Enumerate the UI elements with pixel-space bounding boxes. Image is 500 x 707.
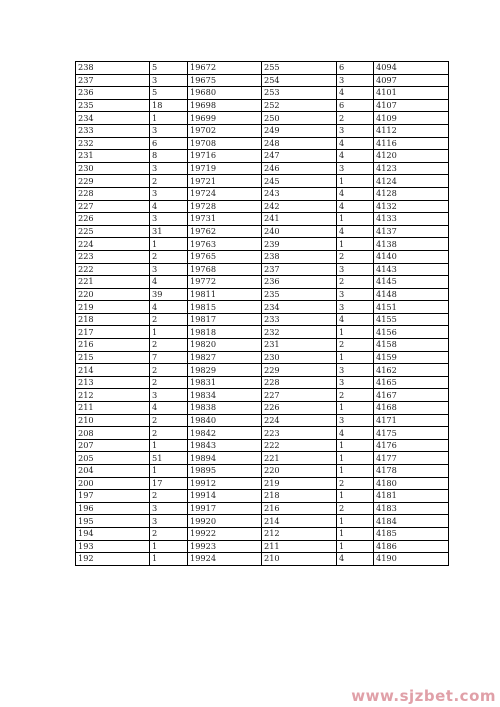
cell-cumulative-a: 19923 (188, 540, 262, 553)
cell-score-a: 228 (76, 187, 150, 200)
cell-score-b: 253 (262, 87, 337, 100)
cell-score-a: 197 (76, 490, 150, 503)
table-row (76, 414, 449, 427)
cell-count-a: 2 (150, 527, 188, 540)
table-row (76, 465, 449, 478)
cell-cumulative-b: 4162 (374, 364, 449, 377)
cell-cumulative-a: 19765 (188, 250, 262, 263)
cell-score-a: 218 (76, 313, 150, 326)
cell-count-b: 3 (337, 364, 374, 377)
cell-score-b: 219 (262, 477, 337, 490)
cell-score-b: 252 (262, 99, 337, 112)
cell-count-a: 3 (150, 124, 188, 137)
table-row (76, 313, 449, 326)
cell-cumulative-b: 4165 (374, 376, 449, 389)
cell-cumulative-a: 19724 (188, 187, 262, 200)
cell-count-a: 51 (150, 452, 188, 465)
cell-count-b: 2 (337, 389, 374, 402)
cell-count-b: 1 (337, 439, 374, 452)
cell-cumulative-a: 19762 (188, 225, 262, 238)
cell-cumulative-a: 19698 (188, 99, 262, 112)
cell-count-a: 3 (150, 502, 188, 515)
cell-score-a: 193 (76, 540, 150, 553)
table-row (76, 150, 449, 163)
cell-score-b: 221 (262, 452, 337, 465)
cell-count-a: 2 (150, 427, 188, 440)
cell-score-a: 227 (76, 200, 150, 213)
cell-count-b: 3 (337, 124, 374, 137)
cell-count-a: 2 (150, 414, 188, 427)
cell-count-b: 1 (337, 527, 374, 540)
cell-score-b: 255 (262, 62, 337, 75)
cell-cumulative-a: 19840 (188, 414, 262, 427)
cell-cumulative-a: 19716 (188, 150, 262, 163)
cell-score-b: 235 (262, 288, 337, 301)
cell-count-b: 3 (337, 301, 374, 314)
cell-score-b: 228 (262, 376, 337, 389)
cell-count-a: 3 (150, 187, 188, 200)
cell-count-a: 3 (150, 263, 188, 276)
cell-score-a: 195 (76, 515, 150, 528)
table-row (76, 515, 449, 528)
cell-count-b: 4 (337, 87, 374, 100)
cell-score-b: 249 (262, 124, 337, 137)
table-row (76, 288, 449, 301)
table-row (76, 452, 449, 465)
cell-cumulative-b: 4178 (374, 465, 449, 478)
cell-count-a: 18 (150, 99, 188, 112)
cell-cumulative-a: 19818 (188, 326, 262, 339)
cell-cumulative-b: 4171 (374, 414, 449, 427)
table-row (76, 339, 449, 352)
cell-cumulative-b: 4137 (374, 225, 449, 238)
cell-cumulative-b: 4123 (374, 162, 449, 175)
score-table-body (76, 62, 449, 566)
cell-count-b: 3 (337, 162, 374, 175)
cell-count-a: 1 (150, 112, 188, 125)
cell-score-b: 254 (262, 74, 337, 87)
table-row (76, 490, 449, 503)
table-row (76, 553, 449, 566)
cell-cumulative-b: 4094 (374, 62, 449, 75)
cell-cumulative-a: 19675 (188, 74, 262, 87)
cell-count-a: 4 (150, 402, 188, 415)
cell-count-a: 3 (150, 213, 188, 226)
table-row (76, 99, 449, 112)
cell-cumulative-a: 19811 (188, 288, 262, 301)
cell-cumulative-a: 19817 (188, 313, 262, 326)
table-row (76, 364, 449, 377)
cell-count-a: 4 (150, 276, 188, 289)
cell-score-a: 232 (76, 137, 150, 150)
table-row (76, 187, 449, 200)
cell-score-b: 216 (262, 502, 337, 515)
table-row (76, 389, 449, 402)
cell-count-b: 3 (337, 74, 374, 87)
cell-score-a: 205 (76, 452, 150, 465)
table-row (76, 263, 449, 276)
cell-count-a: 2 (150, 364, 188, 377)
cell-score-a: 210 (76, 414, 150, 427)
cell-cumulative-b: 4120 (374, 150, 449, 163)
cell-count-a: 2 (150, 376, 188, 389)
table-row (76, 200, 449, 213)
table-row (76, 276, 449, 289)
cell-cumulative-b: 4167 (374, 389, 449, 402)
cell-score-b: 247 (262, 150, 337, 163)
cell-cumulative-a: 19924 (188, 553, 262, 566)
cell-cumulative-b: 4101 (374, 87, 449, 100)
cell-cumulative-b: 4128 (374, 187, 449, 200)
cell-count-a: 17 (150, 477, 188, 490)
cell-count-a: 2 (150, 250, 188, 263)
cell-cumulative-a: 19912 (188, 477, 262, 490)
cell-score-b: 210 (262, 553, 337, 566)
cell-cumulative-b: 4168 (374, 402, 449, 415)
cell-count-a: 31 (150, 225, 188, 238)
cell-score-a: 222 (76, 263, 150, 276)
cell-score-b: 248 (262, 137, 337, 150)
cell-cumulative-a: 19827 (188, 351, 262, 364)
cell-score-b: 233 (262, 313, 337, 326)
cell-count-a: 4 (150, 200, 188, 213)
cell-score-b: 240 (262, 225, 337, 238)
cell-cumulative-b: 4159 (374, 351, 449, 364)
cell-count-b: 4 (337, 427, 374, 440)
cell-cumulative-a: 19838 (188, 402, 262, 415)
table-row (76, 137, 449, 150)
cell-cumulative-b: 4184 (374, 515, 449, 528)
cell-count-a: 1 (150, 439, 188, 452)
cell-count-a: 2 (150, 175, 188, 188)
cell-cumulative-b: 4175 (374, 427, 449, 440)
cell-count-a: 4 (150, 301, 188, 314)
cell-count-a: 2 (150, 339, 188, 352)
cell-count-b: 4 (337, 150, 374, 163)
cell-cumulative-a: 19731 (188, 213, 262, 226)
cell-cumulative-b: 4185 (374, 527, 449, 540)
cell-score-b: 250 (262, 112, 337, 125)
cell-cumulative-a: 19820 (188, 339, 262, 352)
table-row (76, 326, 449, 339)
cell-score-a: 237 (76, 74, 150, 87)
cell-count-a: 1 (150, 238, 188, 251)
table-row (76, 250, 449, 263)
cell-score-b: 224 (262, 414, 337, 427)
cell-cumulative-a: 19680 (188, 87, 262, 100)
cell-count-a: 5 (150, 62, 188, 75)
cell-cumulative-a: 19917 (188, 502, 262, 515)
cell-count-b: 3 (337, 263, 374, 276)
cell-cumulative-a: 19699 (188, 112, 262, 125)
cell-cumulative-a: 19894 (188, 452, 262, 465)
cell-score-a: 225 (76, 225, 150, 238)
cell-count-b: 1 (337, 490, 374, 503)
cell-score-b: 245 (262, 175, 337, 188)
table-row (76, 301, 449, 314)
table-row (76, 402, 449, 415)
table-row (76, 175, 449, 188)
table-row (76, 87, 449, 100)
cell-score-b: 214 (262, 515, 337, 528)
cell-cumulative-a: 19702 (188, 124, 262, 137)
table-row (76, 74, 449, 87)
cell-count-b: 1 (337, 351, 374, 364)
cell-score-b: 220 (262, 465, 337, 478)
cell-cumulative-a: 19708 (188, 137, 262, 150)
table-row (76, 238, 449, 251)
cell-score-a: 238 (76, 62, 150, 75)
cell-score-b: 227 (262, 389, 337, 402)
cell-count-a: 8 (150, 150, 188, 163)
cell-score-b: 243 (262, 187, 337, 200)
cell-count-a: 2 (150, 490, 188, 503)
cell-score-a: 221 (76, 276, 150, 289)
cell-score-b: 229 (262, 364, 337, 377)
cell-score-a: 200 (76, 477, 150, 490)
cell-score-a: 215 (76, 351, 150, 364)
cell-score-a: 196 (76, 502, 150, 515)
cell-score-a: 212 (76, 389, 150, 402)
cell-count-b: 1 (337, 175, 374, 188)
cell-cumulative-b: 4183 (374, 502, 449, 515)
cell-count-a: 39 (150, 288, 188, 301)
cell-cumulative-a: 19895 (188, 465, 262, 478)
cell-score-a: 223 (76, 250, 150, 263)
cell-cumulative-a: 19815 (188, 301, 262, 314)
cell-count-b: 4 (337, 313, 374, 326)
cell-cumulative-a: 19829 (188, 364, 262, 377)
cell-score-a: 207 (76, 439, 150, 452)
cell-cumulative-b: 4186 (374, 540, 449, 553)
cell-score-a: 192 (76, 553, 150, 566)
cell-count-b: 4 (337, 553, 374, 566)
cell-score-b: 239 (262, 238, 337, 251)
cell-score-b: 234 (262, 301, 337, 314)
cell-count-b: 2 (337, 112, 374, 125)
cell-score-b: 238 (262, 250, 337, 263)
cell-cumulative-b: 4190 (374, 553, 449, 566)
cell-score-a: 220 (76, 288, 150, 301)
cell-count-b: 1 (337, 465, 374, 478)
cell-score-a: 219 (76, 301, 150, 314)
cell-count-b: 4 (337, 187, 374, 200)
cell-cumulative-a: 19672 (188, 62, 262, 75)
cell-cumulative-b: 4109 (374, 112, 449, 125)
cell-cumulative-a: 19831 (188, 376, 262, 389)
cell-score-b: 237 (262, 263, 337, 276)
cell-score-b: 212 (262, 527, 337, 540)
cell-score-a: 216 (76, 339, 150, 352)
cell-cumulative-a: 19914 (188, 490, 262, 503)
cell-count-b: 1 (337, 326, 374, 339)
cell-cumulative-a: 19920 (188, 515, 262, 528)
table-row (76, 439, 449, 452)
cell-cumulative-b: 4133 (374, 213, 449, 226)
cell-count-a: 3 (150, 389, 188, 402)
cell-score-a: 226 (76, 213, 150, 226)
cell-cumulative-b: 4097 (374, 74, 449, 87)
score-table (75, 61, 449, 566)
cell-count-b: 3 (337, 376, 374, 389)
cell-count-b: 1 (337, 213, 374, 226)
cell-count-b: 1 (337, 540, 374, 553)
cell-cumulative-a: 19922 (188, 527, 262, 540)
cell-count-b: 1 (337, 402, 374, 415)
cell-cumulative-b: 4107 (374, 99, 449, 112)
cell-score-a: 235 (76, 99, 150, 112)
cell-score-a: 213 (76, 376, 150, 389)
cell-count-a: 2 (150, 313, 188, 326)
cell-count-b: 4 (337, 200, 374, 213)
cell-count-b: 2 (337, 339, 374, 352)
cell-cumulative-b: 4143 (374, 263, 449, 276)
cell-cumulative-a: 19842 (188, 427, 262, 440)
cell-score-a: 236 (76, 87, 150, 100)
table-row (76, 225, 449, 238)
cell-count-b: 1 (337, 452, 374, 465)
cell-score-a: 214 (76, 364, 150, 377)
cell-count-b: 2 (337, 250, 374, 263)
cell-cumulative-a: 19843 (188, 439, 262, 452)
cell-count-a: 7 (150, 351, 188, 364)
cell-count-b: 3 (337, 414, 374, 427)
cell-cumulative-a: 19763 (188, 238, 262, 251)
cell-count-a: 3 (150, 515, 188, 528)
cell-score-b: 241 (262, 213, 337, 226)
table-row (76, 213, 449, 226)
cell-score-b: 242 (262, 200, 337, 213)
table-row (76, 162, 449, 175)
table-row (76, 477, 449, 490)
cell-cumulative-b: 4140 (374, 250, 449, 263)
cell-cumulative-b: 4145 (374, 276, 449, 289)
cell-score-b: 223 (262, 427, 337, 440)
cell-count-a: 3 (150, 74, 188, 87)
table-row (76, 427, 449, 440)
cell-count-b: 6 (337, 62, 374, 75)
table-row (76, 124, 449, 137)
table-row (76, 376, 449, 389)
cell-count-b: 2 (337, 502, 374, 515)
cell-cumulative-a: 19772 (188, 276, 262, 289)
cell-count-b: 2 (337, 477, 374, 490)
cell-cumulative-a: 19721 (188, 175, 262, 188)
cell-score-b: 211 (262, 540, 337, 553)
cell-score-b: 226 (262, 402, 337, 415)
cell-score-a: 234 (76, 112, 150, 125)
cell-score-a: 211 (76, 402, 150, 415)
site-watermark: www.sjzbet.com (351, 687, 496, 705)
cell-count-b: 6 (337, 99, 374, 112)
cell-count-a: 3 (150, 162, 188, 175)
cell-cumulative-b: 4148 (374, 288, 449, 301)
cell-cumulative-b: 4138 (374, 238, 449, 251)
cell-cumulative-b: 4116 (374, 137, 449, 150)
cell-count-a: 1 (150, 465, 188, 478)
cell-count-a: 1 (150, 326, 188, 339)
cell-cumulative-a: 19768 (188, 263, 262, 276)
table-row (76, 112, 449, 125)
table-row (76, 351, 449, 364)
cell-score-a: 230 (76, 162, 150, 175)
cell-count-a: 1 (150, 553, 188, 566)
cell-score-b: 230 (262, 351, 337, 364)
cell-cumulative-b: 4155 (374, 313, 449, 326)
table-row (76, 540, 449, 553)
cell-score-b: 246 (262, 162, 337, 175)
cell-count-a: 1 (150, 540, 188, 553)
cell-cumulative-a: 19834 (188, 389, 262, 402)
cell-cumulative-b: 4151 (374, 301, 449, 314)
cell-count-b: 4 (337, 225, 374, 238)
cell-cumulative-b: 4181 (374, 490, 449, 503)
cell-cumulative-b: 4176 (374, 439, 449, 452)
cell-score-a: 229 (76, 175, 150, 188)
table-row (76, 527, 449, 540)
cell-score-b: 231 (262, 339, 337, 352)
cell-score-a: 231 (76, 150, 150, 163)
cell-score-a: 217 (76, 326, 150, 339)
cell-count-a: 6 (150, 137, 188, 150)
cell-cumulative-b: 4124 (374, 175, 449, 188)
cell-cumulative-b: 4158 (374, 339, 449, 352)
cell-count-b: 1 (337, 515, 374, 528)
cell-cumulative-b: 4156 (374, 326, 449, 339)
table-row (76, 62, 449, 75)
cell-cumulative-a: 19719 (188, 162, 262, 175)
cell-score-b: 222 (262, 439, 337, 452)
cell-count-b: 1 (337, 238, 374, 251)
cell-score-a: 204 (76, 465, 150, 478)
cell-count-b: 2 (337, 276, 374, 289)
cell-cumulative-b: 4177 (374, 452, 449, 465)
cell-score-b: 236 (262, 276, 337, 289)
cell-count-b: 4 (337, 137, 374, 150)
cell-cumulative-a: 19728 (188, 200, 262, 213)
cell-count-b: 3 (337, 288, 374, 301)
cell-cumulative-b: 4112 (374, 124, 449, 137)
cell-score-a: 194 (76, 527, 150, 540)
cell-score-a: 233 (76, 124, 150, 137)
cell-score-b: 232 (262, 326, 337, 339)
cell-score-a: 224 (76, 238, 150, 251)
cell-count-a: 5 (150, 87, 188, 100)
cell-cumulative-b: 4180 (374, 477, 449, 490)
cell-cumulative-b: 4132 (374, 200, 449, 213)
cell-score-b: 218 (262, 490, 337, 503)
cell-score-a: 208 (76, 427, 150, 440)
table-row (76, 502, 449, 515)
